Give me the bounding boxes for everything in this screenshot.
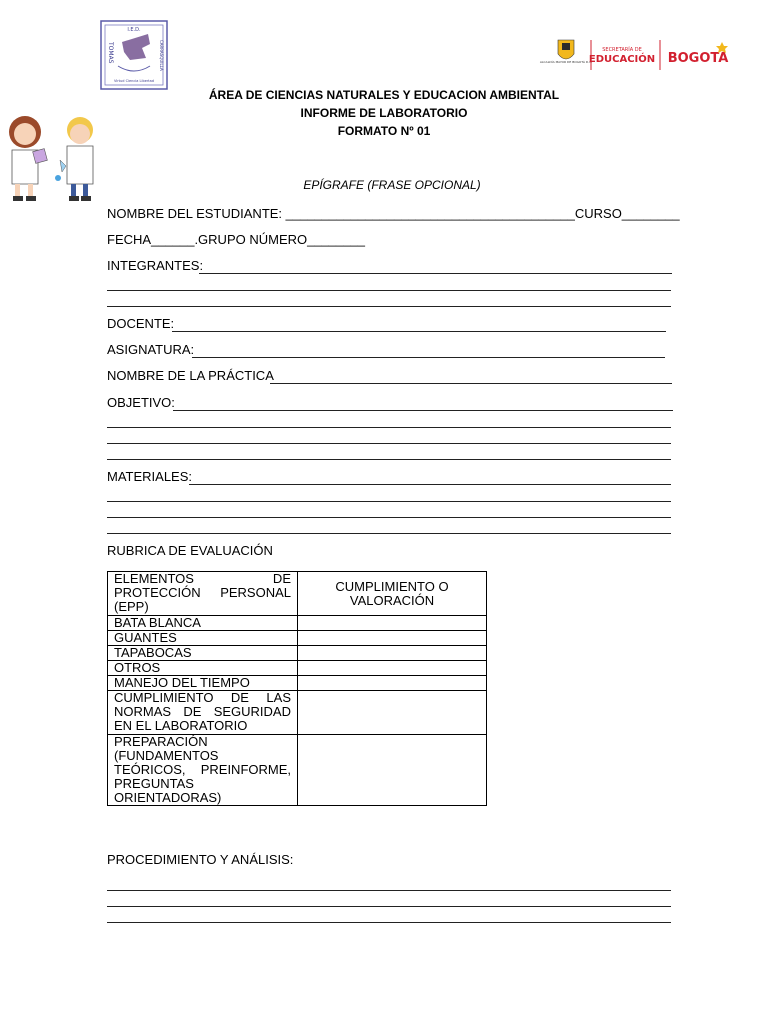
table-row xyxy=(108,646,487,661)
school-logo xyxy=(100,20,168,90)
rubric-score-cell[interactable] xyxy=(298,631,487,646)
members-answer-line[interactable] xyxy=(199,273,672,274)
rubric-title: RUBRICA DE EVALUACIÓN xyxy=(107,543,273,558)
rubric-item: TAPABOCAS xyxy=(108,646,298,661)
format-number: FORMATO Nº 01 xyxy=(337,124,431,138)
school-logo-text: I.E.D. xyxy=(127,27,141,33)
rubric-score-cell[interactable] xyxy=(298,735,487,806)
procedure-label: PROCEDIMIENTO Y ANÁLISIS: xyxy=(107,852,294,867)
objective-answer-line[interactable] xyxy=(173,410,673,411)
members-answer-line[interactable] xyxy=(107,306,671,307)
materials-answer-line[interactable] xyxy=(107,517,671,518)
bogota-coat-of-arms-icon xyxy=(539,36,740,76)
gov-logo-text: SECRETARÍA DE xyxy=(602,47,642,53)
gov-logo-text: EDUCACIÓN xyxy=(588,54,656,65)
table-row xyxy=(108,572,487,616)
teacher-answer-line[interactable] xyxy=(172,331,666,332)
table-row xyxy=(108,676,487,691)
objective-label: OBJETIVO: xyxy=(107,395,175,410)
subject-label: ASIGNATURA: xyxy=(107,342,195,357)
objective-answer-line[interactable] xyxy=(107,459,671,460)
rubric-header-left: ELEMENTOS DE PROTECCIÓN PERSONAL (EPP) xyxy=(108,572,298,616)
rubric-table xyxy=(107,571,487,806)
procedure-answer-line[interactable] xyxy=(107,890,671,891)
date-group-field[interactable]: FECHA______.GRUPO NÚMERO________ xyxy=(107,232,365,247)
rubric-score-cell[interactable] xyxy=(298,676,487,691)
school-logo-text: TOMAS xyxy=(107,42,114,64)
rubric-item: GUANTES xyxy=(108,631,298,646)
procedure-answer-line[interactable] xyxy=(107,906,671,907)
table-row xyxy=(108,616,487,631)
rubric-score-cell[interactable] xyxy=(298,616,487,631)
school-logo-text: Virtud Ciencia Libertad xyxy=(113,79,155,83)
table-row xyxy=(108,735,487,806)
materials-answer-line[interactable] xyxy=(107,501,671,502)
rubric-score-cell[interactable] xyxy=(298,691,487,735)
government-logos xyxy=(539,36,740,76)
rubric-item: CUMPLIMIENTO DE LAS NORMAS DE SEGURIDAD EN EL LABORATORIO xyxy=(108,691,298,735)
objective-answer-line[interactable] xyxy=(107,443,671,444)
materials-answer-line[interactable] xyxy=(189,484,671,485)
table-row xyxy=(108,631,487,646)
rubric-item: PREPARACIÓN (FUNDAMENTOS TEÓRICOS, PREINFORME, PREGUNTAS ORIENTADORAS) xyxy=(108,735,298,806)
epigraph: EPÍGRAFE (FRASE OPCIONAL) xyxy=(303,178,481,192)
school-logo-text: CARRASQUILLA xyxy=(159,40,164,71)
members-label: INTEGRANTES: xyxy=(107,258,204,273)
rubric-item: BATA BLANCA xyxy=(108,616,298,631)
report-subtitle: INFORME DE LABORATORIO xyxy=(300,106,468,120)
subject-answer-line[interactable] xyxy=(192,357,665,358)
rubric-item: MANEJO DEL TIEMPO xyxy=(108,676,298,691)
rubric-score-cell[interactable] xyxy=(298,661,487,676)
members-answer-line[interactable] xyxy=(107,290,671,291)
rubric-item: OTROS xyxy=(108,661,298,676)
gov-logo-text: BOGOTÁ xyxy=(667,51,729,66)
practice-answer-line[interactable] xyxy=(270,383,672,384)
student-name-field[interactable]: NOMBRE DEL ESTUDIANTE: ________________________________________CURSO________ xyxy=(107,206,680,221)
practice-label: NOMBRE DE LA PRÁCTICA xyxy=(107,368,274,383)
page-title: ÁREA DE CIENCIAS NATURALES Y EDUCACION AMBIENTAL xyxy=(208,88,560,102)
rubric-header-right: CUMPLIMIENTO O VALORACIÓN xyxy=(298,572,487,616)
materials-label: MATERIALES: xyxy=(107,469,193,484)
school-crest-icon xyxy=(100,20,168,90)
teacher-label: DOCENTE: xyxy=(107,316,175,331)
table-row xyxy=(108,691,487,735)
materials-answer-line[interactable] xyxy=(107,533,671,534)
objective-answer-line[interactable] xyxy=(107,427,671,428)
procedure-answer-line[interactable] xyxy=(107,922,671,923)
rubric-score-cell[interactable] xyxy=(298,646,487,661)
table-row xyxy=(108,661,487,676)
gov-logo-text: ALCALDÍA MAYOR DE BOGOTÁ D.C. xyxy=(539,60,593,64)
